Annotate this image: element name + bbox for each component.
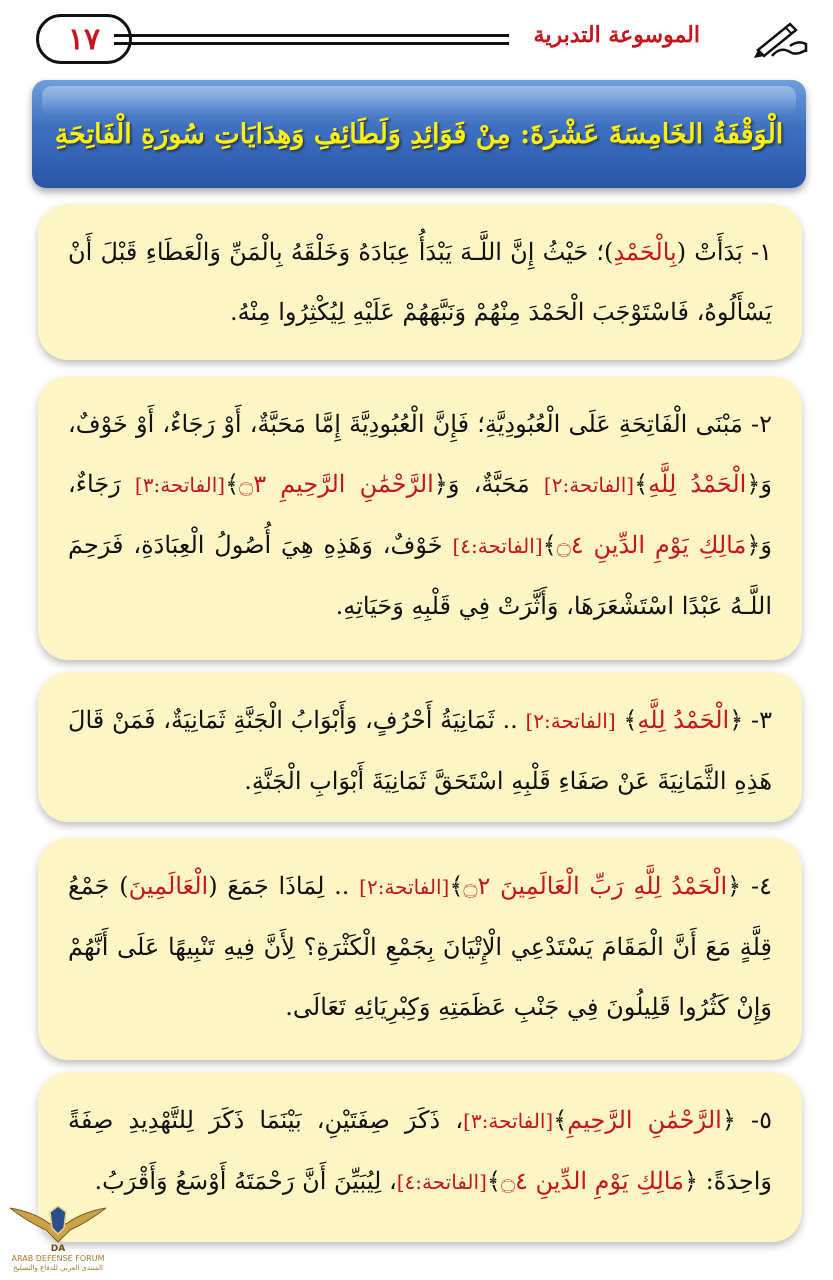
page-header xyxy=(30,14,810,70)
verse-reference: [الفاتحة:٢] xyxy=(359,875,450,899)
quran-word: بِالْحَمْدِ xyxy=(613,238,677,266)
watermark-name-en: ARAB DEFENSE FORUM xyxy=(11,1254,105,1263)
benefit-text: ٢- مَبْنَى الْفَاتِحَةِ عَلَى الْعُبُودِيَّةِ؛ فَإِنَّ الْعُبُودِيَّةَ إِمَّا مَحَبَّةٌ، أَوْ رَجَاءٌ، أَوْ خَوْفٌ، وَ﴿الْحَمْدُ لِلَّهِ﴾[الفاتحة:٢] مَحَبَّةٌ، وَ﴿الرَّحْمَٰنِ الرَّحِيمِ ۝٣﴾[الفاتحة:٣] رَجَاءٌ، وَ﴿مَالِكِ يَوْمِ الدِّينِ ۝٤﴾[الفاتحة:٤] خَوْفٌ، وَهَذِهِ هِيَ أُصُولُ الْعِبَادَةِ، فَرَحِمَ اللَّـهُ عَبْدًا اسْتَشْعَرَهَا، وَأَثَّرَتْ فِي قَلْبِهِ وَحَيَاتِهِ. xyxy=(68,410,772,620)
benefit-text: ٣- ﴿الْحَمْدُ لِلَّهِ﴾ [الفاتحة:٢] .. ثَمَانِيَةُ أَحْرُفٍ، وَأَبْوَابُ الْجَنَّةِ ثَمَانِيَةٌ، فَمَنْ قَالَ هَذِهِ الثَّمَانِيَةَ عَنْ صَفَاءِ قَلْبِهِ اسْتَحَقَّ ثَمَانِيَةَ أَبْوَابِ الْجَنَّةِ. xyxy=(68,706,772,795)
eagle-shield-icon xyxy=(4,1198,112,1246)
header-divider xyxy=(114,34,509,44)
benefit-card-5 xyxy=(38,1072,802,1242)
benefit-text: ١- بَدَأَتْ (بِالْحَمْدِ)؛ حَيْثُ إِنَّ اللَّـهَ يَبْدَأُ عِبَادَهُ وَخَلْقَهُ بِالْمَنِّ وَالْعَطَاءِ قَبْلَ أَنْ يَسْأَلُوهُ، فَاسْتَوْجَبَ الْحَمْدَ مِنْهُمْ وَنَبَّهَهُمْ عَلَيْهِ لِيُكْثِرُوا مِنْهُ. xyxy=(68,238,773,326)
page-number: ١٧ xyxy=(36,14,132,64)
benefit-text: ٥- ﴿الرَّحْمَٰنِ الرَّحِيمِ﴾[الفاتحة:٣]، ذَكَرَ صِفَتَيْنِ، بَيْنَمَا ذَكَرَ لِلتَّهْدِيدِ صِفَةً وَاحِدَةً: ﴿مَالِكِ يَوْمِ الدِّينِ ۝٤﴾[الفاتحة:٤]، لِيُبَيِّنَ أَنَّ رَحْمَتَهُ أَوْسَعُ وَأَقْرَبُ. xyxy=(68,1106,772,1195)
quran-verse: مَالِكِ يَوْمِ الدِّينِ ۝٤ xyxy=(556,531,747,559)
verse-reference: [الفاتحة:٢] xyxy=(543,473,635,497)
watermark-name-ar: المنتدى العربي للدفاع والتسليح xyxy=(13,1264,103,1272)
quran-verse: الْحَمْدُ لِلَّهِ رَبِّ الْعَالَمِينَ ۝٢ xyxy=(463,872,728,900)
benefit-card-2 xyxy=(38,376,802,660)
benefit-card-4 xyxy=(38,838,802,1060)
benefit-text: ٤- ﴿الْحَمْدُ لِلَّهِ رَبِّ الْعَالَمِينَ ۝٢﴾[الفاتحة:٢] .. لِمَاذَا جَمَعَ (الْعَالَمِينَ) جَمْعُ قِلَّةٍ مَعَ أَنَّ الْمَقَامَ يَسْتَدْعِي الْإِتْيَانَ بِجَمْعِ الْكَثْرَةِ؟ لِأَنَّ فِيهِ تَنْبِيهًا عَلَى أَنَّهُمْ وَإِنْ كَثُرُوا قَلِيلُونَ فِي جَنْبِ عَظَمَتِهِ وَكِبْرِيَائِهِ تَعَالَى. xyxy=(68,872,772,1021)
section-title: الْوَقْفَةُ الخَامِسَةَ عَشْرَةَ: مِنْ فَوَائِدِ وَلَطَائِفِ وَهِدَايَاتِ سُورَةِ الْفَاتِحَةِ xyxy=(54,118,784,150)
verse-reference: [الفاتحة:٤] xyxy=(396,1170,487,1194)
watermark-abbr: DA xyxy=(50,1244,66,1254)
quran-verse: مَالِكِ يَوْمِ الدِّينِ ۝٤ xyxy=(500,1167,684,1195)
benefit-card-1 xyxy=(38,204,802,360)
pen-writing-icon xyxy=(750,16,810,60)
quran-verse: الرَّحْمَٰنِ الرَّحِيمِ ۝٣ xyxy=(239,470,434,498)
forum-watermark-logo xyxy=(4,1198,112,1276)
verse-reference: [الفاتحة:٣] xyxy=(134,473,226,497)
benefit-card-3 xyxy=(38,672,802,822)
section-title-banner xyxy=(32,80,806,188)
quran-verse: الْحَمْدُ لِلَّهِ xyxy=(637,706,730,734)
quran-verse: الْحَمْدُ لِلَّهِ xyxy=(648,470,747,498)
encyclopedia-title: الموسوعة التدبرية xyxy=(533,22,700,48)
quran-verse: الرَّحْمَٰنِ الرَّحِيمِ xyxy=(567,1106,722,1134)
verse-reference: [الفاتحة:٢] xyxy=(525,709,616,733)
verse-reference: [الفاتحة:٤] xyxy=(452,534,543,558)
verse-reference: [الفاتحة:٣] xyxy=(463,1109,554,1133)
quran-word: الْعَالَمِينَ xyxy=(128,872,209,900)
